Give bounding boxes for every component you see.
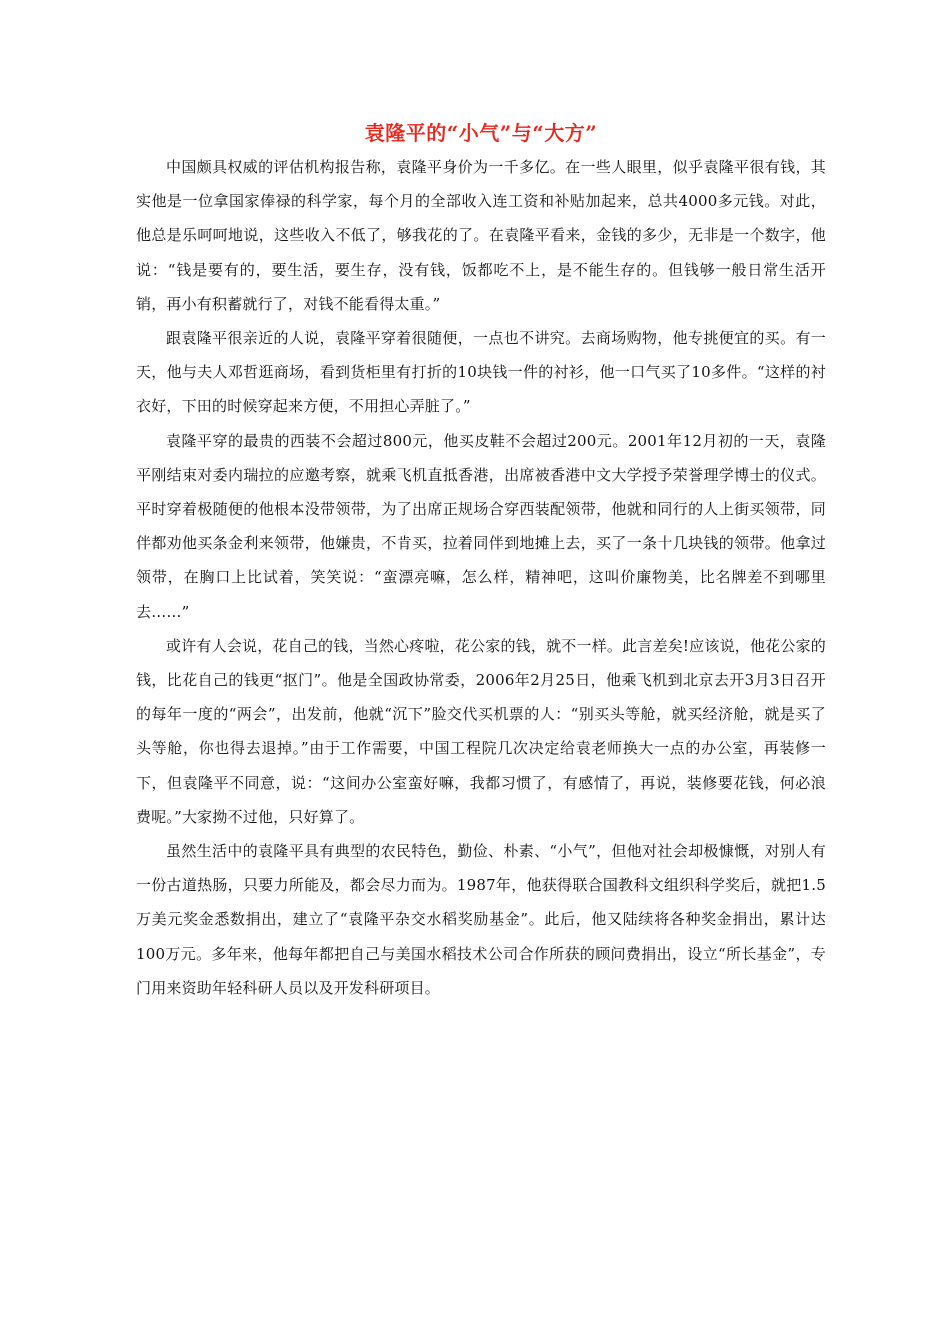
document-title: 袁隆平的“小气”与“大方” bbox=[364, 121, 598, 145]
paragraph: 跟袁隆平很亲近的人说，袁隆平穿着很随便，一点也不讲究。去商场购物，他专挑便宜的买。有一天，他与夫人邓哲逛商场，看到货柜里有打折的10块钱一件的衬衫，他一口气买了10多件。“这样的衬衣好，下田的时候穿起来方便，不用担心弄脏了。” bbox=[136, 329, 826, 416]
paragraph: 中国颇具权威的评估机构报告称，袁隆平身价为一千多亿。在一些人眼里，似乎袁隆平很有钱，其实他是一位拿国家俸禄的科学家，每个月的全部收入连工资和补贴加起来，总共4000多元钱。对此，他总是乐呵呵地说，这些收入不低了，够我花的了。在袁隆平看来，金钱的多少，无非是一个数字，他说：“钱是要有的，要生活，要生存，没有钱，饭都吃不上，是不能生存的。但钱够一般日常生活开销，再小有积蓄就行了，对钱不能看得太重。” bbox=[136, 158, 826, 313]
paragraph: 或许有人会说，花自己的钱，当然心疼啦，花公家的钱，就不一样。此言差矣!应该说，他花公家的钱，比花自己的钱更“抠门”。他是全国政协常委，2006年2月25日，他乘飞机到北京去开3月3日召开的每年一度的“两会”，出发前，他就“沉下”脸交代买机票的人：“别买头等舱，就买经济舱，就是买了头等舱，你也得去退掉。”由于工作需要，中国工程院几次决定给袁老师换大一点的办公室，再装修一下，但袁隆平不同意，说：“这间办公室蛮好嘛，我都习惯了，有感情了，再说，装修要花钱，何必浪费呢。”大家拗不过他，只好算了。 bbox=[136, 636, 826, 826]
paragraph: 虽然生活中的袁隆平具有典型的农民特色，勤俭、朴素、“小气”，但他对社会却极慷慨，对别人有一份古道热肠，只要力所能及，都会尽力而为。1987年，他获得联合国教科文组织科学奖后，就把1.5万美元奖金悉数捐出，建立了“袁隆平杂交水稻奖励基金”。此后，他又陆续将各种奖金捐出，累计达100万元。多年来，他每年都把自己与美国水稻技术公司合作所获的顾问费捐出，设立“所长基金”，专门用来资助年轻科研人员以及开发科研项目。 bbox=[136, 842, 826, 997]
document-page bbox=[136, 118, 826, 1005]
paragraph: 袁隆平穿的最贵的西装不会超过800元，他买皮鞋不会超过200元。2001年12月初的一天，袁隆平刚结束对委内瑞拉的应邀考察，就乘飞机直抵香港，出席被香港中文大学授予荣誉理学博士的仪式。平时穿着极随便的他根本没带领带，为了出席正规场合穿西装配领带，他就和同行的人上街买领带，同伴都劝他买条金利来领带，他嫌贵，不肯买，拉着同伴到地摊上去，买了一条十几块钱的领带。他拿过领带，在胸口上比试着，笑笑说：“蛮漂亮嘛，怎么样，精神吧，这叫价廉物美，比名牌差不到哪里去……” bbox=[136, 431, 826, 621]
